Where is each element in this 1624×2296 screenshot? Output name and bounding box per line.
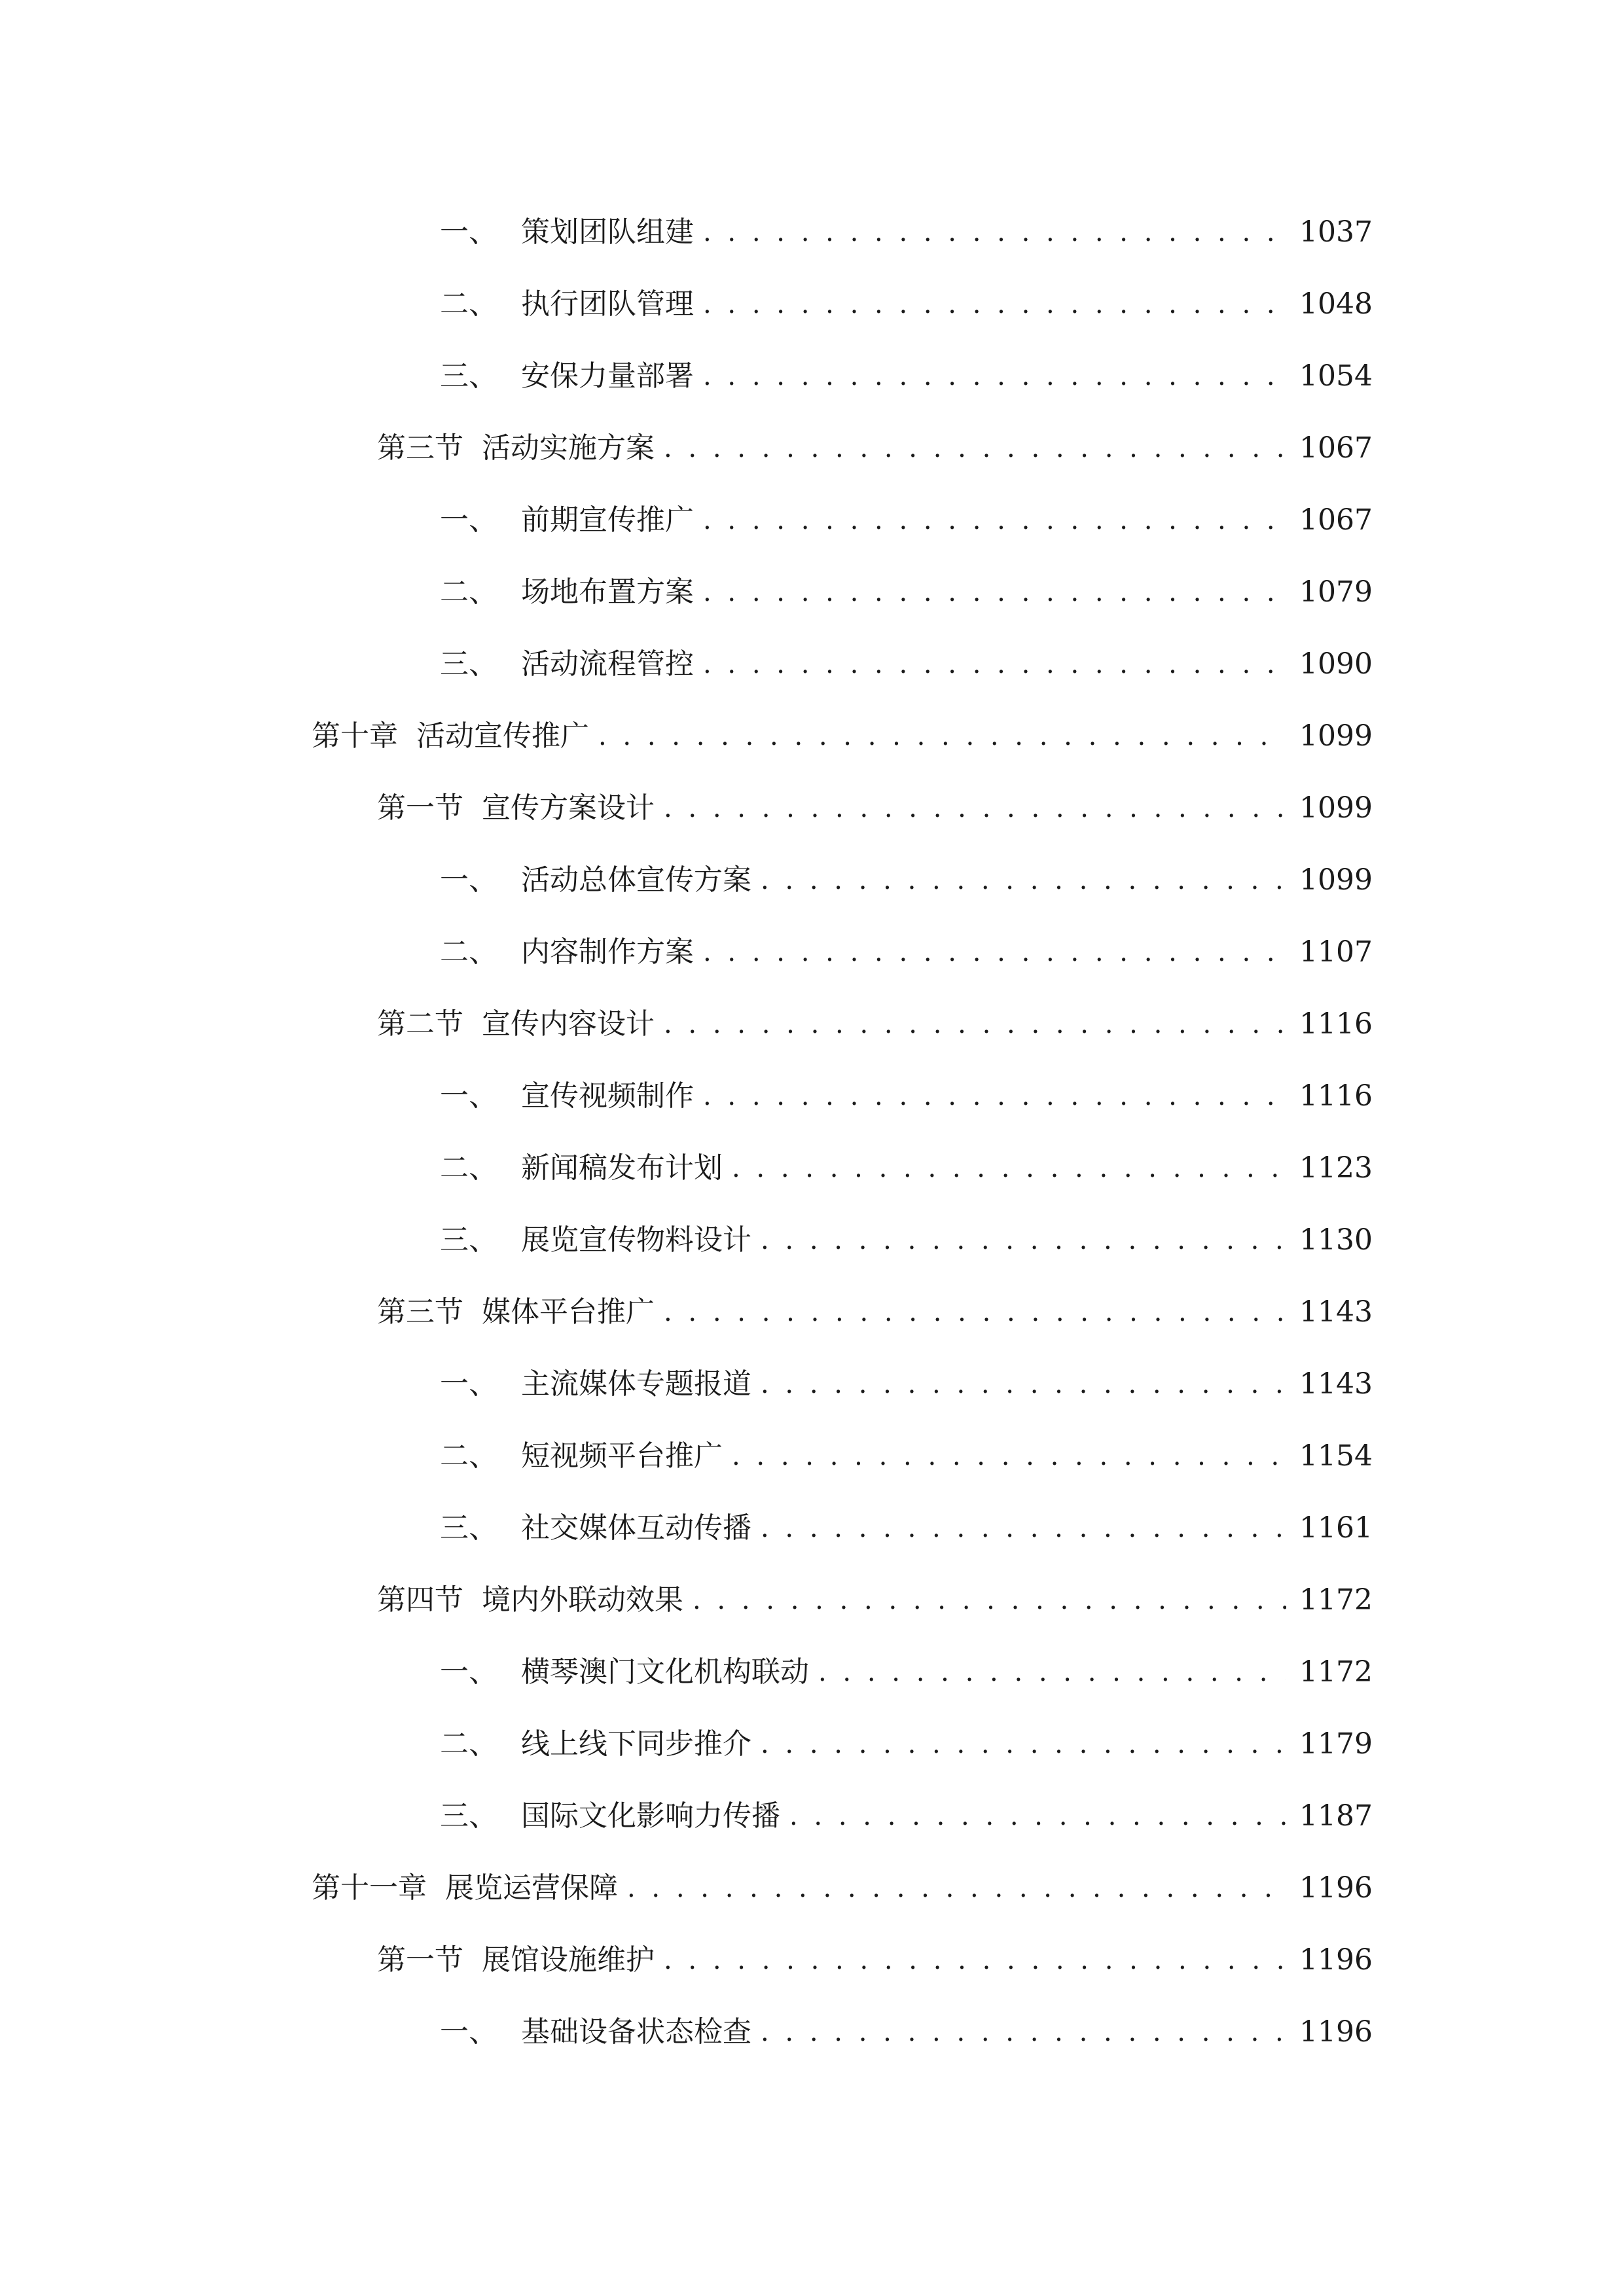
toc-section-entry[interactable] bbox=[0, 988, 1624, 1060]
toc-entry-title: 策划团队组建 bbox=[521, 215, 694, 249]
dot-leader bbox=[693, 1586, 1286, 1615]
toc-section-entry[interactable] bbox=[0, 1924, 1624, 1996]
toc-entry[interactable] bbox=[0, 1420, 1624, 1492]
toc-entry-number: 二、 bbox=[440, 935, 497, 969]
toc-entry-title: 活动总体宣传方案 bbox=[521, 863, 751, 897]
toc-entry-number: 一、 bbox=[440, 2015, 497, 2049]
toc-section-entry[interactable] bbox=[0, 772, 1624, 844]
toc-entry-page: 1099 bbox=[1299, 791, 1373, 825]
toc-entry-page: 1143 bbox=[1299, 1295, 1373, 1329]
toc-entry-number: 第三节 bbox=[377, 1295, 463, 1329]
dot-leader bbox=[703, 938, 1286, 967]
toc-entry[interactable] bbox=[0, 196, 1624, 268]
toc-entry-page: 1154 bbox=[1299, 1439, 1373, 1473]
dot-leader bbox=[664, 434, 1286, 463]
dot-leader bbox=[627, 1874, 1286, 1903]
toc-entry-title: 内容制作方案 bbox=[521, 935, 694, 969]
toc-entry-title: 基础设备状态检查 bbox=[521, 2015, 751, 2049]
toc-chapter-entry[interactable] bbox=[0, 1852, 1624, 1924]
toc-entry-title: 前期宣传推广 bbox=[521, 503, 694, 537]
toc-entry-number: 三、 bbox=[440, 1223, 497, 1257]
toc-entry-number: 第一节 bbox=[377, 1943, 463, 1977]
dot-leader bbox=[761, 1226, 1286, 1255]
toc-entry-title: 社交媒体互动传播 bbox=[521, 1511, 751, 1545]
dot-leader bbox=[703, 362, 1286, 391]
dot-leader bbox=[761, 1514, 1286, 1543]
toc-entry-title: 宣传方案设计 bbox=[482, 791, 655, 825]
dot-leader bbox=[598, 722, 1286, 751]
toc-entry-number: 三、 bbox=[440, 647, 497, 681]
dot-leader bbox=[732, 1154, 1286, 1183]
toc-entry-title: 线上线下同步推介 bbox=[521, 1727, 751, 1761]
toc-entry[interactable] bbox=[0, 1636, 1624, 1708]
toc-entry-title: 媒体平台推广 bbox=[482, 1295, 655, 1329]
toc-entry-number: 第四节 bbox=[377, 1583, 463, 1617]
toc-entry-page: 1099 bbox=[1299, 863, 1373, 897]
toc-entry-title: 新闻稿发布计划 bbox=[521, 1151, 723, 1185]
toc-entry-number: 一、 bbox=[440, 1079, 497, 1113]
toc-entry-title: 活动宣传推广 bbox=[416, 719, 589, 753]
toc-entry-number: 二、 bbox=[440, 287, 497, 321]
toc-section-entry[interactable] bbox=[0, 412, 1624, 484]
dot-leader bbox=[703, 1082, 1286, 1111]
toc-entry-title: 场地布置方案 bbox=[521, 575, 694, 609]
toc-entry-number: 一、 bbox=[440, 215, 497, 249]
toc-entry[interactable] bbox=[0, 916, 1624, 988]
toc-entry[interactable] bbox=[0, 1996, 1624, 2068]
dot-leader bbox=[664, 1010, 1286, 1039]
toc-entry-number: 三、 bbox=[440, 1511, 497, 1545]
toc-entry-title: 短视频平台推广 bbox=[521, 1439, 723, 1473]
toc-entry-number: 二、 bbox=[440, 1727, 497, 1761]
toc-entry-number: 第三节 bbox=[377, 431, 463, 465]
toc-entry[interactable] bbox=[0, 556, 1624, 628]
toc-entry-page: 1067 bbox=[1299, 503, 1373, 537]
toc-entry-number: 二、 bbox=[440, 1151, 497, 1185]
toc-entry[interactable] bbox=[0, 1204, 1624, 1276]
toc-entry-page: 1187 bbox=[1299, 1799, 1373, 1833]
dot-leader bbox=[818, 1658, 1286, 1687]
dot-leader bbox=[664, 794, 1286, 823]
toc-entry-number: 二、 bbox=[440, 1439, 497, 1473]
dot-leader bbox=[664, 1298, 1286, 1327]
dot-leader bbox=[732, 1442, 1286, 1471]
toc-entry-page: 1116 bbox=[1299, 1007, 1373, 1041]
toc-entry[interactable] bbox=[0, 1492, 1624, 1564]
toc-entry-page: 1116 bbox=[1299, 1079, 1373, 1113]
toc-entry-title: 主流媒体专题报道 bbox=[521, 1367, 751, 1401]
dot-leader bbox=[703, 218, 1286, 247]
toc-entry-page: 1037 bbox=[1299, 215, 1373, 249]
toc-entry[interactable] bbox=[0, 1780, 1624, 1852]
toc-entry-page: 1079 bbox=[1299, 575, 1373, 609]
toc-entry-page: 1196 bbox=[1299, 2015, 1373, 2049]
toc-entry-number: 二、 bbox=[440, 575, 497, 609]
toc-entry-title: 展览宣传物料设计 bbox=[521, 1223, 751, 1257]
dot-leader bbox=[761, 866, 1286, 895]
toc-entry-page: 1067 bbox=[1299, 431, 1373, 465]
toc-entry[interactable] bbox=[0, 844, 1624, 916]
toc-entry-page: 1107 bbox=[1299, 935, 1373, 969]
toc-entry-page: 1048 bbox=[1299, 287, 1373, 321]
toc-entry-page: 1161 bbox=[1299, 1511, 1373, 1545]
toc-entry-title: 安保力量部署 bbox=[521, 359, 694, 393]
toc-entry-number: 一、 bbox=[440, 1655, 497, 1689]
toc-entry[interactable] bbox=[0, 340, 1624, 412]
toc-entry-title: 宣传视频制作 bbox=[521, 1079, 694, 1113]
toc-entry-title: 活动实施方案 bbox=[482, 431, 655, 465]
toc-entry-number: 一、 bbox=[440, 1367, 497, 1401]
toc-entry-page: 1099 bbox=[1299, 719, 1373, 753]
toc-entry-title: 国际文化影响力传播 bbox=[521, 1799, 780, 1833]
toc-entry-page: 1143 bbox=[1299, 1367, 1373, 1401]
toc-entry-number: 三、 bbox=[440, 359, 497, 393]
dot-leader bbox=[761, 1370, 1286, 1399]
toc-entry-number: 一、 bbox=[440, 863, 497, 897]
dot-leader bbox=[789, 1802, 1286, 1831]
toc-entry-page: 1130 bbox=[1299, 1223, 1373, 1257]
dot-leader bbox=[703, 650, 1286, 679]
toc-entry-title: 活动流程管控 bbox=[521, 647, 694, 681]
toc-entry-number: 一、 bbox=[440, 503, 497, 537]
toc-section-entry[interactable] bbox=[0, 1276, 1624, 1348]
toc-entry-number: 三、 bbox=[440, 1799, 497, 1833]
toc-entry[interactable] bbox=[0, 1348, 1624, 1420]
toc-entry-number: 第十一章 bbox=[312, 1871, 427, 1905]
toc-entry[interactable] bbox=[0, 484, 1624, 556]
toc-entry-page: 1179 bbox=[1299, 1727, 1373, 1761]
toc-chapter-entry[interactable] bbox=[0, 700, 1624, 772]
dot-leader bbox=[761, 1730, 1286, 1759]
toc-entry-title: 展览运营保障 bbox=[445, 1871, 618, 1905]
toc-section-entry[interactable] bbox=[0, 1564, 1624, 1636]
toc-entry[interactable] bbox=[0, 1060, 1624, 1132]
table-of-contents bbox=[0, 196, 1624, 2068]
toc-entry-title: 宣传内容设计 bbox=[482, 1007, 655, 1041]
toc-entry-page: 1172 bbox=[1299, 1583, 1373, 1617]
dot-leader bbox=[703, 506, 1286, 535]
dot-leader bbox=[664, 1946, 1286, 1975]
dot-leader bbox=[703, 290, 1286, 319]
toc-entry[interactable] bbox=[0, 268, 1624, 340]
toc-entry-title: 展馆设施维护 bbox=[482, 1943, 655, 1977]
toc-entry[interactable] bbox=[0, 1132, 1624, 1204]
toc-entry-page: 1090 bbox=[1299, 647, 1373, 681]
toc-entry[interactable] bbox=[0, 1708, 1624, 1780]
toc-entry-page: 1123 bbox=[1299, 1151, 1373, 1185]
toc-entry-title: 执行团队管理 bbox=[521, 287, 694, 321]
toc-entry-title: 境内外联动效果 bbox=[482, 1583, 683, 1617]
toc-entry-number: 第一节 bbox=[377, 791, 463, 825]
toc-entry-number: 第二节 bbox=[377, 1007, 463, 1041]
toc-entry-page: 1054 bbox=[1299, 359, 1373, 393]
toc-entry-title: 横琴澳门文化机构联动 bbox=[521, 1655, 809, 1689]
dot-leader bbox=[703, 578, 1286, 607]
toc-entry-page: 1196 bbox=[1299, 1943, 1373, 1977]
dot-leader bbox=[761, 2018, 1286, 2047]
toc-entry-number: 第十章 bbox=[312, 719, 398, 753]
toc-entry[interactable] bbox=[0, 628, 1624, 700]
toc-entry-page: 1172 bbox=[1299, 1655, 1373, 1689]
toc-entry-page: 1196 bbox=[1299, 1871, 1373, 1905]
